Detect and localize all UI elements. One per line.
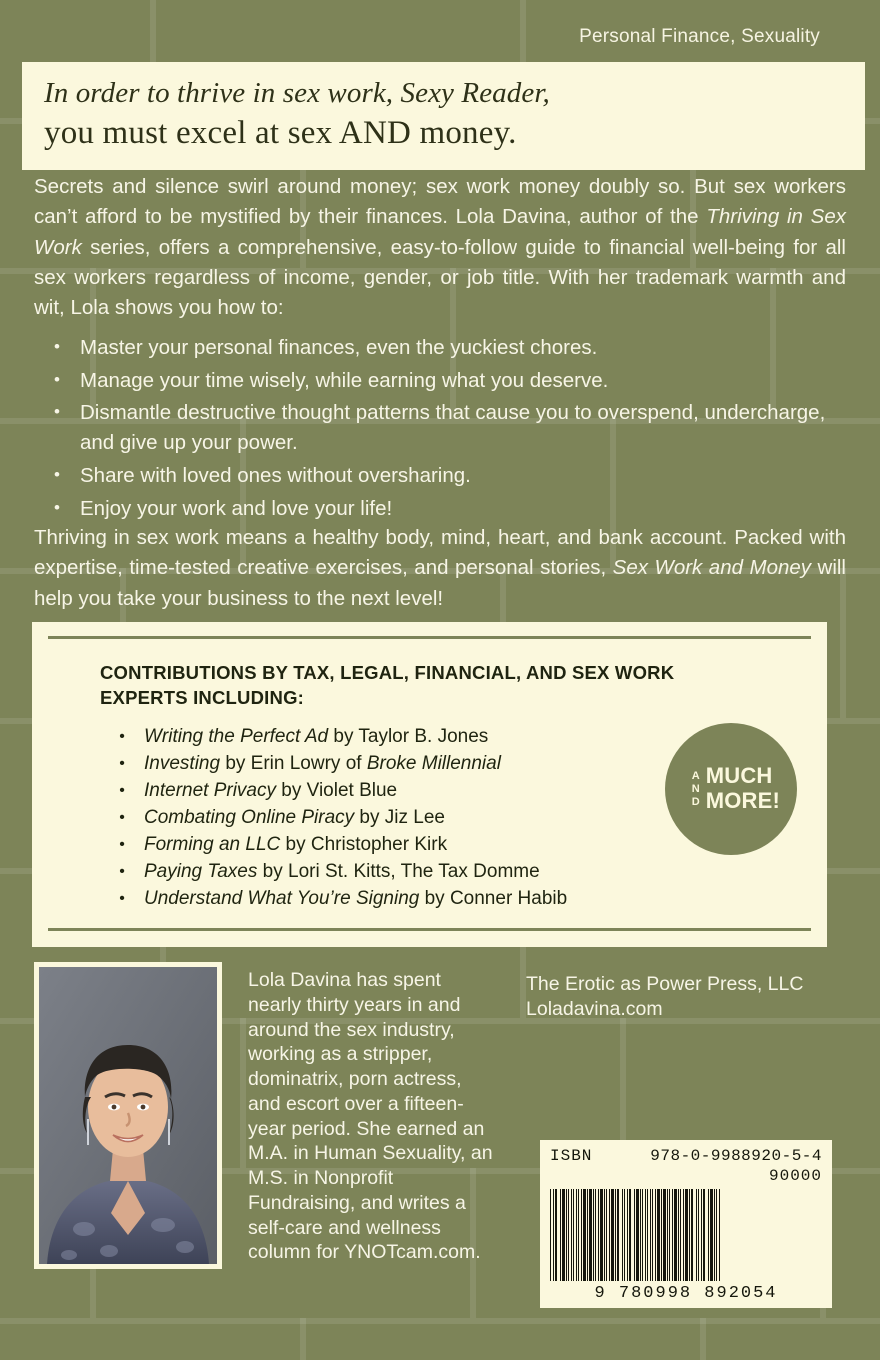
list-item: [100, 832, 785, 859]
author-bio-text: Lola Davina has spent nearly thirty years in and around the sex industry, working as a stripper, dominatrix, porn actress, and escort over a fifteen-year period. She earned an M.A. in Human Sexuality, an M.S. in Nonprofit Fundraising, and writes a self-care and wellness column for YNOTcam.com.: [248, 969, 493, 1264]
publisher-block: [526, 972, 856, 1022]
isbn-value: 978-0-9988920-5-4: [650, 1147, 822, 1165]
list-item: [34, 398, 846, 457]
contribution-entry: [144, 859, 785, 886]
bullet-dot-icon: •: [54, 402, 60, 422]
bullet-text: Share with loved ones without oversharing.: [80, 463, 471, 487]
contribution-author: by Jiz Lee: [354, 807, 445, 829]
list-item: [100, 859, 785, 886]
barcode-bars: [550, 1189, 822, 1281]
bullet-dot-icon: •: [119, 809, 125, 827]
contribution-author-book: Broke Millennial: [366, 753, 501, 775]
avatar: [34, 962, 222, 1269]
headline-line-2: you must excel at sex AND money.: [44, 115, 517, 152]
badge-inner: [682, 764, 780, 813]
barcode-block: [540, 1140, 832, 1308]
blurb-bullet-list: [34, 333, 846, 526]
portrait-illustration: [39, 967, 217, 1264]
list-item: [34, 366, 846, 396]
contribution-author: by Christopher Kirk: [280, 834, 448, 856]
list-item: [34, 494, 846, 524]
badge-more-text: MORE!: [705, 788, 781, 813]
bullet-dot-icon: •: [54, 337, 60, 356]
badge-much-text: MUCH: [705, 763, 773, 789]
category-line: Personal Finance, Sexuality: [579, 26, 820, 47]
bullet-dot-icon: •: [119, 836, 125, 854]
bullet-text: Dismantle destructive thought patterns that cause you to overspend, undercharge, and give up your power.: [80, 401, 826, 455]
blurb-paragraph-1: [34, 172, 846, 324]
list-item: [34, 333, 846, 363]
contributions-title: CONTRIBUTIONS BY TAX, LEGAL, FINANCIAL, AND SEX WORK EXPERTS INCLUDING:: [100, 662, 675, 708]
barcode-isbn-row: [550, 1147, 822, 1165]
contribution-author: by Conner Habib: [419, 888, 568, 909]
headline-line-1: In order to thrive in sex work, Sexy Reader,: [44, 77, 550, 109]
contribution-title: Investing: [144, 753, 221, 775]
barcode-number: 9 780998 892054: [594, 1284, 778, 1303]
badge-much-more: [706, 764, 780, 813]
bullet-dot-icon: •: [119, 728, 125, 746]
list-item: [34, 461, 846, 491]
grid-line-h: [0, 1318, 880, 1324]
publisher-name: The Erotic as Power Press, LLC: [526, 973, 804, 995]
blurb-p1-series-title: Thriving in Sex Work: [34, 205, 846, 259]
contribution-title: Internet Privacy: [144, 780, 276, 802]
contribution-author: by Lori St. Kitts, The Tax Domme: [257, 861, 540, 883]
grid-line-v: [240, 1018, 246, 1168]
author-bio: [248, 968, 498, 1265]
contribution-author: by Taylor B. Jones: [328, 726, 489, 748]
list-item: [100, 886, 785, 913]
isbn-label: ISBN: [550, 1147, 593, 1165]
bullet-dot-icon: •: [119, 863, 125, 881]
divider-bottom: [48, 928, 811, 931]
grid-line-v: [300, 1318, 306, 1360]
badge-and-text: AND: [689, 769, 702, 809]
bullet-dot-icon: •: [119, 755, 125, 773]
headline-band: [22, 62, 865, 170]
publisher-website[interactable]: Loladavina.com: [526, 997, 663, 1020]
barcode-price-code: 90000: [768, 1167, 822, 1185]
bullet-dot-icon: •: [54, 497, 60, 517]
blurb-p1-part1: Secrets and silence swirl around money; sex work money doubly so. But sex workers can’t afford to be mystified by their finances. Lola Davina, author of the: [34, 175, 846, 229]
bullet-text: Enjoy your work and love your life!: [80, 496, 393, 520]
contributions-content: [48, 639, 811, 928]
bullet-text: Manage your time wisely, while earning what you deserve.: [80, 368, 609, 392]
bullet-dot-icon: •: [54, 369, 60, 389]
contribution-title: Writing the Perfect Ad: [144, 726, 329, 748]
author-portrait-image: [39, 967, 217, 1264]
blurb-p2-book-title: Sex Work and Money: [612, 556, 812, 580]
contribution-title: Forming an LLC: [144, 834, 281, 856]
blurb-p2-part2: will help you take your business to the next level!: [34, 556, 846, 610]
blurb-p2-part1: Thriving in sex work means a healthy body, mind, heart, and bank account. Packed with expertise, time-tested creative exercises, and personal stories,: [34, 526, 846, 580]
and-much-more-badge: [665, 723, 797, 855]
contributions-box: [32, 622, 827, 947]
contribution-title: Understand What You’re Signing: [144, 888, 420, 909]
contribution-title: Combating Online Piracy: [144, 807, 355, 829]
grid-line-v: [700, 1318, 706, 1360]
bullet-dot-icon: •: [54, 464, 60, 484]
blurb-p1-part2: series, offers a comprehensive, easy-to-follow guide to financial well-being for all sex workers regardless of income, gender, or job title. With her trademark warmth and wit, Lola shows you how to:: [34, 235, 846, 320]
contribution-author: by Erin Lowry of: [220, 753, 367, 775]
bullet-dot-icon: •: [119, 782, 125, 800]
bullet-text: Master your personal finances, even the yuckiest chores.: [80, 336, 598, 359]
contribution-title: Paying Taxes: [144, 861, 258, 883]
blurb-paragraph-2: [34, 523, 846, 614]
contribution-author: by Violet Blue: [276, 780, 398, 802]
contribution-entry: [144, 886, 785, 913]
bullet-dot-icon: •: [119, 890, 125, 907]
